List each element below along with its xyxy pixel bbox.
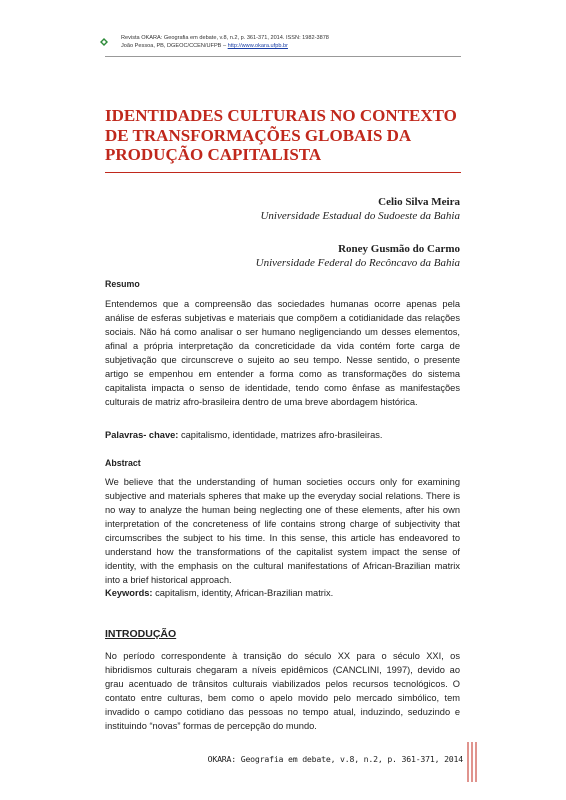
title-divider (105, 172, 461, 173)
author-block (256, 242, 460, 270)
author-name: Celio Silva Meira (378, 196, 460, 208)
journal-website-link[interactable]: http://www.okara.ufpb.br (227, 43, 288, 49)
abstract-text: We believe that the understanding of human societies occurs only for examining subjective and materials spheres that make up the everyday social relations. There is no way to analyze the human being neglecting one of these elements, after his own interpretation of the concreteness of life contains strong charge of subjectivity that circumscribes the subject to his time. In this sense, this article has endeavored to understand how the transformations of the capitalist system impact the sense of identity, with the emphasis on the cultural manifestations of African-Brazilian matrix into a brief historical approach. (105, 477, 460, 585)
journal-location: João Pessoa, PB, DGEOC/CCEN/UFPB – http://www.okara.ufpb.br (121, 43, 288, 49)
introducao-heading: INTRODUÇÃO (105, 628, 177, 640)
article-title: IDENTIDADES CULTURAIS NO CONTEXTO DE TRANSFORMAÇÕES GLOBAIS DA PRODUÇÃO CAPITALISTA (105, 106, 457, 164)
page-footer: OKARA: Geografia em debate, v.8, n.2, p. 361-371, 2014 (207, 754, 463, 764)
author-block (260, 195, 460, 223)
footer-bars-decoration (466, 742, 478, 782)
header-divider (105, 56, 461, 57)
journal-header (105, 34, 329, 50)
introducao-text: No período correspondente à transição do século XX para o século XXI, os hibridismos culturais chegaram a níveis epidêmicos (CANCLINI, 1997), devido ao grau acentuado de trânsitos culturais viabilizados pelos recursos tecnológicos. O contato entre culturas, bem como o apelo movido pelo mercado simbólico, tem invadido o campo cotidiano das pessoas no tempo atual, induzindo, seduzindo e instituindo “novas” formas de percepção do mundo. (105, 651, 460, 731)
author-institution: Universidade Estadual do Sudoeste da Bahia (260, 210, 460, 222)
resumo-text: Entendemos que a compreensão das sociedades humanas ocorre apenas pela análise de esferas subjetivas e materiais que compõem a cotidianidade das relações sociais. Não há como analisar o ser humano negligenciando um desses elementos, afinal a própria interpretação da concreticidade da vida contém forte carga de subjetivação que circunscreve o sujeito ao seu tempo. Nesse sentido, o presente artigo se empenhou em entender a forma como as transformações do sistema capitalista impacta o senso de identidade, tendo como ênfase as manifestações culturais de matriz afro-brasileira dentro de uma breve abordagem histórica. (105, 299, 460, 407)
author-institution: Universidade Federal do Recôncavo da Bahia (255, 257, 460, 269)
resumo-keywords: Palavras- chave: capitalismo, identidade, matrizes afro-brasileiras. (105, 430, 383, 440)
abstract-keywords: Keywords: capitalism, identity, African-Brazilian matrix. (105, 588, 334, 598)
journal-logo-icon (100, 38, 108, 46)
journal-citation: Revista OKARA: Geografia em debate, v.8, n.2, p. 361-371, 2014. ISSN: 1982-3878 (121, 35, 329, 41)
abstract-heading: Abstract (105, 458, 141, 468)
author-name: Roney Gusmão do Carmo (338, 243, 460, 255)
resumo-heading: Resumo (105, 279, 140, 289)
